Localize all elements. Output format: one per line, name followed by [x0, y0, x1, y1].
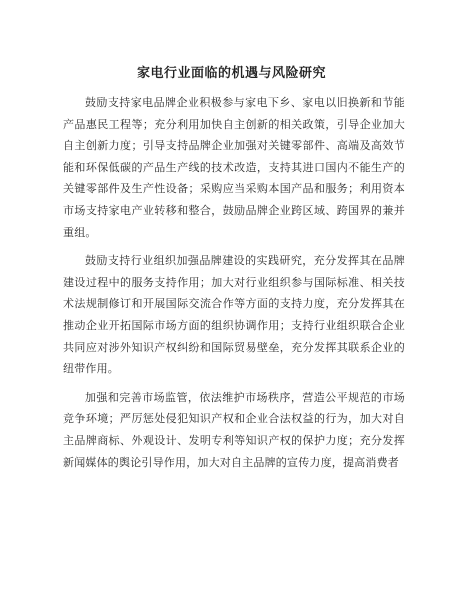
- paragraph-3: 加强和完善市场监管，依法维护市场秩序，营造公平规范的市场竞争环境；严厉惩处侵犯知识产权和企业合法权益的行为，加大对自主品牌商标、外观设计、发明专利等知识产权的保护力度；充分发挥新闻媒体的舆论引导作用，加大对自主品牌的宣传力度，提高消费者: [63, 390, 405, 469]
- document-body: [63, 92, 405, 473]
- paragraph-1: 鼓励支持家电品牌企业积极参与家电下乡、家电以旧换新和节能产品惠民工程等；充分利用加快自主创新的相关政策，引导企业加大自主创新力度；引导支持品牌企业加强对关键零部件、高端及高效节能和环保低碳的产品生产线的技术改造，支持其进口国内不能生产的关键零部件及生产性设备；采购应当采购本国产品和服务；利用资本市场支持家电产业转移和整合，鼓励品牌企业跨区域、跨国界的兼并重组。: [63, 96, 405, 239]
- document-title: 家电行业面临的机遇与风险研究: [136, 66, 326, 81]
- paragraph-2: 鼓励支持行业组织加强品牌建设的实践研究，充分发挥其在品牌建设过程中的服务支持作用；加大对行业组织参与国际标准、相关技术法规制修订和开展国际交流合作等方面的支持力度，充分发挥其在推动企业开拓国际市场方面的组织协调作用；支持行业组织联合企业共同应对涉外知识产权纠纷和国际贸易壁垒，充分发挥其联系企业的纽带作用。: [63, 254, 405, 376]
